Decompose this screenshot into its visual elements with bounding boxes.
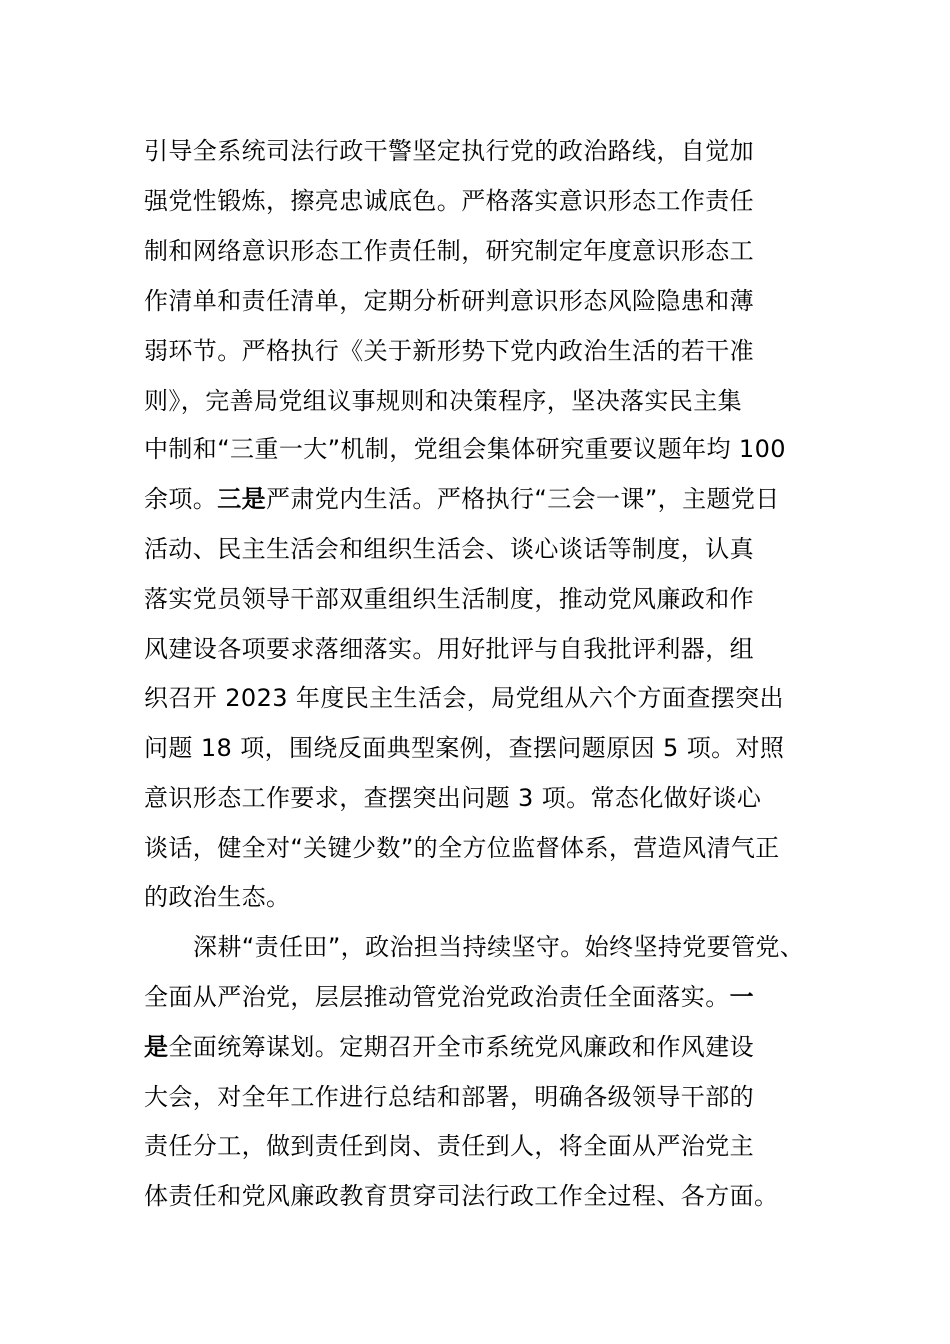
text-run: 制和网络意识形态工作责任制，研究制定年度意识形态工 <box>144 237 754 265</box>
text-run: 全面从严治党，层层推动管党治党政治责任全面落实。 <box>144 983 730 1011</box>
text-run: 意识形态工作要求，查摆突出问题 3 项。常态化做好谈心 <box>144 784 762 812</box>
text-run: 的政治生态。 <box>144 883 291 911</box>
text-line-13 <box>144 723 784 773</box>
text-run: 落实党员领导干部双重组织生活制度，推动党风廉政和作 <box>144 585 754 613</box>
bold-marker: 是 <box>144 1033 169 1061</box>
text-run: 弱环节。严格执行《关于新形势下党内政治生活的若干准 <box>144 337 754 365</box>
text-run: 责任分工，做到责任到岗、责任到人，将全面从严治党主 <box>144 1132 754 1160</box>
bold-marker: 一 <box>729 983 755 1011</box>
text-run: 织召开 2023 年度民主生活会，局党组从六个方面查摆突出 <box>144 684 784 712</box>
text-line-8 <box>144 474 780 524</box>
text-run: 活动、民主生活会和组织生活会、谈心谈话等制度，认真 <box>144 535 754 563</box>
text-line-18 <box>144 972 754 1022</box>
text-run: 谈话，健全对“关键少数”的全方位监督体系，营造风清气正 <box>144 834 780 862</box>
text-line-5 <box>144 326 754 376</box>
text-run: 强党性锻炼，擦亮忠诚底色。严格落实意识形态工作责任 <box>144 187 754 215</box>
text-run: 全面统筹谋划。定期召开全市系统党风廉政和作风建设 <box>168 1033 755 1061</box>
text-line-4 <box>144 276 754 326</box>
text-run: 余项。 <box>144 485 218 513</box>
text-line-3 <box>144 226 754 276</box>
text-run: 深耕“责任田”，政治担当持续坚守。始终坚持党要管党、 <box>193 933 805 961</box>
text-line-10 <box>144 574 754 624</box>
text-line-12 <box>144 673 784 723</box>
text-run: 问题 18 项，围绕反面典型案例，查摆问题原因 5 项。对照 <box>144 734 785 762</box>
text-line-19 <box>144 1022 754 1072</box>
text-line-17 <box>193 922 804 972</box>
text-run: 则》，完善局党组议事规则和决策程序，坚决落实民主集 <box>144 387 742 415</box>
text-run: 严肃党内生活。严格执行“三会一课”，主题党日 <box>266 485 780 513</box>
text-run: 体责任和党风廉政教育贯穿司法行政工作全过程、各方面。 <box>144 1182 779 1210</box>
text-line-9 <box>144 524 754 574</box>
text-line-20 <box>144 1072 754 1122</box>
text-line-7 <box>144 424 786 474</box>
text-line-15 <box>144 823 780 873</box>
bold-marker: 三是 <box>217 485 267 513</box>
text-line-16 <box>144 872 290 922</box>
text-line-14 <box>144 773 761 823</box>
text-line-1 <box>144 126 754 176</box>
text-run: 中制和“三重一大”机制，党组会集体研究重要议题年均 100 <box>144 435 786 463</box>
text-line-11 <box>144 624 754 674</box>
text-run: 作清单和责任清单，定期分析研判意识形态风险隐患和薄 <box>144 287 754 315</box>
text-run: 风建设各项要求落细落实。用好批评与自我批评利器，组 <box>144 635 754 663</box>
text-run: 大会，对全年工作进行总结和部署，明确各级领导干部的 <box>144 1083 754 1111</box>
text-run: 引导全系统司法行政干警坚定执行党的政治路线，自觉加 <box>144 137 754 165</box>
text-line-6 <box>144 376 742 426</box>
text-line-22 <box>144 1171 778 1221</box>
text-line-2 <box>144 176 754 226</box>
text-line-21 <box>144 1121 754 1171</box>
